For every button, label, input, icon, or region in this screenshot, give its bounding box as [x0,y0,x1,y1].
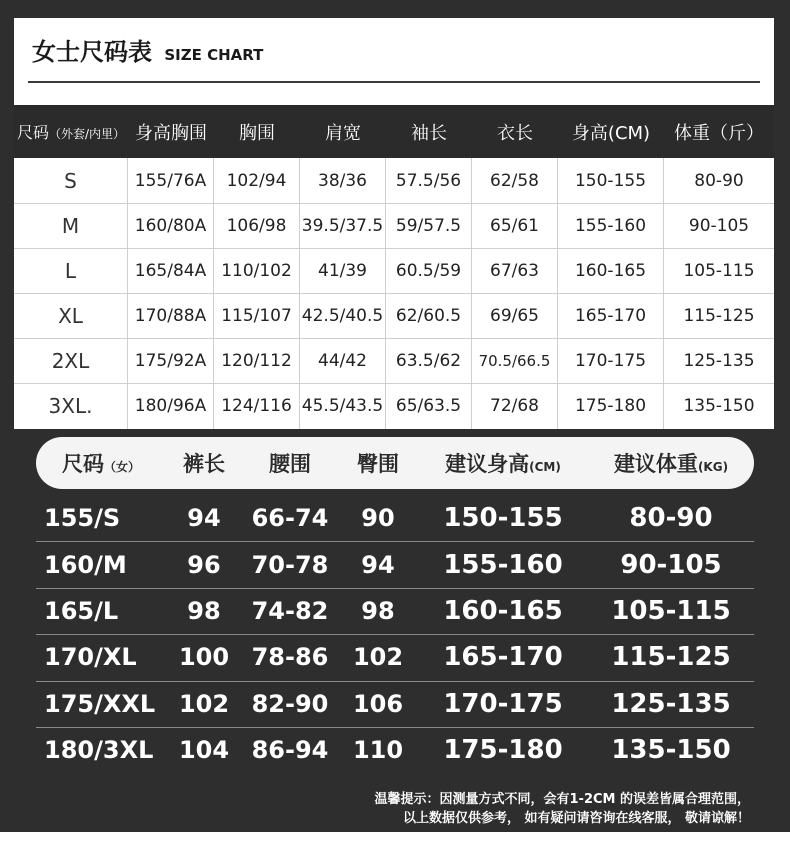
table-row [14,338,774,383]
table-cell: 70-78 [251,551,329,579]
table-cell: 72/68 [472,383,558,429]
table-cell: 94 [361,551,395,579]
table-cell: 155-160 [443,550,563,580]
bottom-table-header [36,437,754,489]
table-cell: 150-155 [443,503,563,533]
col-header-suggested-height: 建议身高(CM) [445,452,561,476]
table-row [14,383,774,429]
table-cell: 80-90 [629,503,713,533]
table-cell: 98 [361,597,395,625]
table-cell: 115-125 [611,642,731,672]
table-cell: 63.5/62 [386,338,472,383]
col-header-height-bust: 身高胸围 [135,122,207,144]
title-text: 女士尺码表 [32,38,152,66]
bottom-border [0,832,790,847]
col-header-shoulder: 肩宽 [325,122,361,144]
table-cell: 44/42 [300,338,386,383]
table-cell: 90-105 [620,550,722,580]
table-cell: 62/60.5 [386,293,472,338]
table-cell: 96 [187,551,221,579]
title-subtitle: SIZE CHART [164,46,264,64]
table-cell: 104 [178,736,230,764]
table-cell: 105-115 [611,596,731,626]
table-cell: 115/107 [214,293,300,338]
col-header-hip: 臀围 [357,452,399,476]
size-cell: 175/XXL [44,690,156,718]
table-cell: 57.5/56 [386,158,472,203]
table-cell: 66-74 [251,504,329,532]
table-cell: 170/88A [128,293,214,338]
size-cell: S [14,158,128,203]
table-cell: 80-90 [694,170,744,191]
table-row [36,495,754,541]
table-cell: 39.5/37.5 [300,203,386,248]
table-cell: 59/57.5 [386,203,472,248]
col-header-suggested-weight: 建议体重(KG) [613,452,729,476]
table-cell: 125-135 [611,689,731,719]
table-cell: 175-180 [558,383,664,429]
table-cell: 155-160 [558,203,664,248]
table-cell: 165-170 [558,293,664,338]
table-cell: 150-155 [558,158,664,203]
table-cell: 78-86 [251,643,329,671]
table-cell: 42.5/40.5 [300,293,386,338]
table-row [14,158,774,203]
size-cell: XL [14,293,128,338]
table-cell: 160-165 [443,596,563,626]
table-cell: 160/80A [128,203,214,248]
size-cell: 2XL [14,338,128,383]
table-cell: 165/84A [128,248,214,293]
table-cell: 65/63.5 [386,383,472,429]
table-cell: 160-165 [558,248,664,293]
table-cell: 165-170 [443,642,563,672]
table-cell: 41/39 [300,248,386,293]
table-row [36,542,754,588]
table-cell: 82-90 [251,690,329,718]
title-divider [28,81,760,83]
table-cell: 125-135 [683,350,755,371]
table-cell: 135-150 [683,396,755,416]
table-cell: 175-180 [443,735,563,765]
table-cell: 175/92A [128,338,214,383]
table-row [14,203,774,248]
col-header-waist: 腰围 [269,452,311,476]
table-cell: 102/94 [214,158,300,203]
table-cell: 102 [352,643,404,671]
table-cell: 90 [361,504,395,532]
col-header-pant-length: 裤长 [183,452,225,476]
col-header-height-cm: 身高(CM) [571,122,651,144]
table-cell: 38/36 [300,158,386,203]
size-cell: 160/M [44,551,127,579]
table-cell: 106/98 [214,203,300,248]
note-line-2: 以上数据仅供参考， 如有疑问请咨询在线客服， 敬请谅解！ [402,811,750,826]
table-cell: 170-175 [558,338,664,383]
page-title [32,32,263,67]
table-cell: 110 [352,736,404,764]
size-cell: L [14,248,128,293]
top-table-header [14,105,774,158]
table-cell: 45.5/43.5 [300,383,386,429]
table-cell: 98 [187,597,221,625]
table-cell: 106 [352,690,404,718]
table-cell: 62/58 [472,158,558,203]
table-cell: 94 [187,504,221,532]
col-header-sleeve: 袖长 [411,122,447,144]
col-header-size-women: 尺码（女） [61,452,140,476]
table-cell: 70.5/66.5 [472,338,558,383]
table-row [14,293,774,338]
table-row [14,248,774,293]
table-row [36,634,754,680]
top-size-table [14,158,774,429]
size-cell: M [14,203,128,248]
table-cell: 69/65 [472,293,558,338]
table-cell: 120/112 [214,338,300,383]
table-cell: 110/102 [214,248,300,293]
table-row [36,681,754,727]
table-cell: 74-82 [251,597,329,625]
table-cell: 124/116 [214,383,300,429]
table-cell: 180/96A [128,383,214,429]
table-cell: 135-150 [611,735,731,765]
size-cell: 180/3XL [44,736,154,764]
col-header-weight: 体重（斤） [674,122,764,144]
table-cell: 115-125 [683,305,755,326]
table-cell: 155/76A [128,158,214,203]
size-cell: 155/S [44,504,121,532]
table-cell: 65/61 [472,203,558,248]
table-cell: 67/63 [472,248,558,293]
title-card [14,18,774,105]
table-cell: 100 [178,643,230,671]
table-cell: 90-105 [688,215,750,236]
table-cell: 86-94 [251,736,329,764]
size-cell: 3XL. [14,383,128,429]
size-cell: 165/L [44,597,119,625]
table-cell: 170-175 [443,689,563,719]
table-cell: 102 [178,690,230,718]
col-header-bust: 胸围 [239,122,275,144]
note-line-1: 温馨提示：因测量方式不同，会有1-2CM 的误差皆属合理范围， [374,792,750,807]
size-cell: 170/XL [44,643,137,671]
col-header-length: 衣长 [497,122,533,144]
table-row [36,588,754,634]
table-cell: 60.5/59 [386,248,472,293]
table-cell: 105-115 [683,260,755,281]
col-header-size: 尺码（外套/内里） [16,123,126,142]
table-row [36,727,754,773]
